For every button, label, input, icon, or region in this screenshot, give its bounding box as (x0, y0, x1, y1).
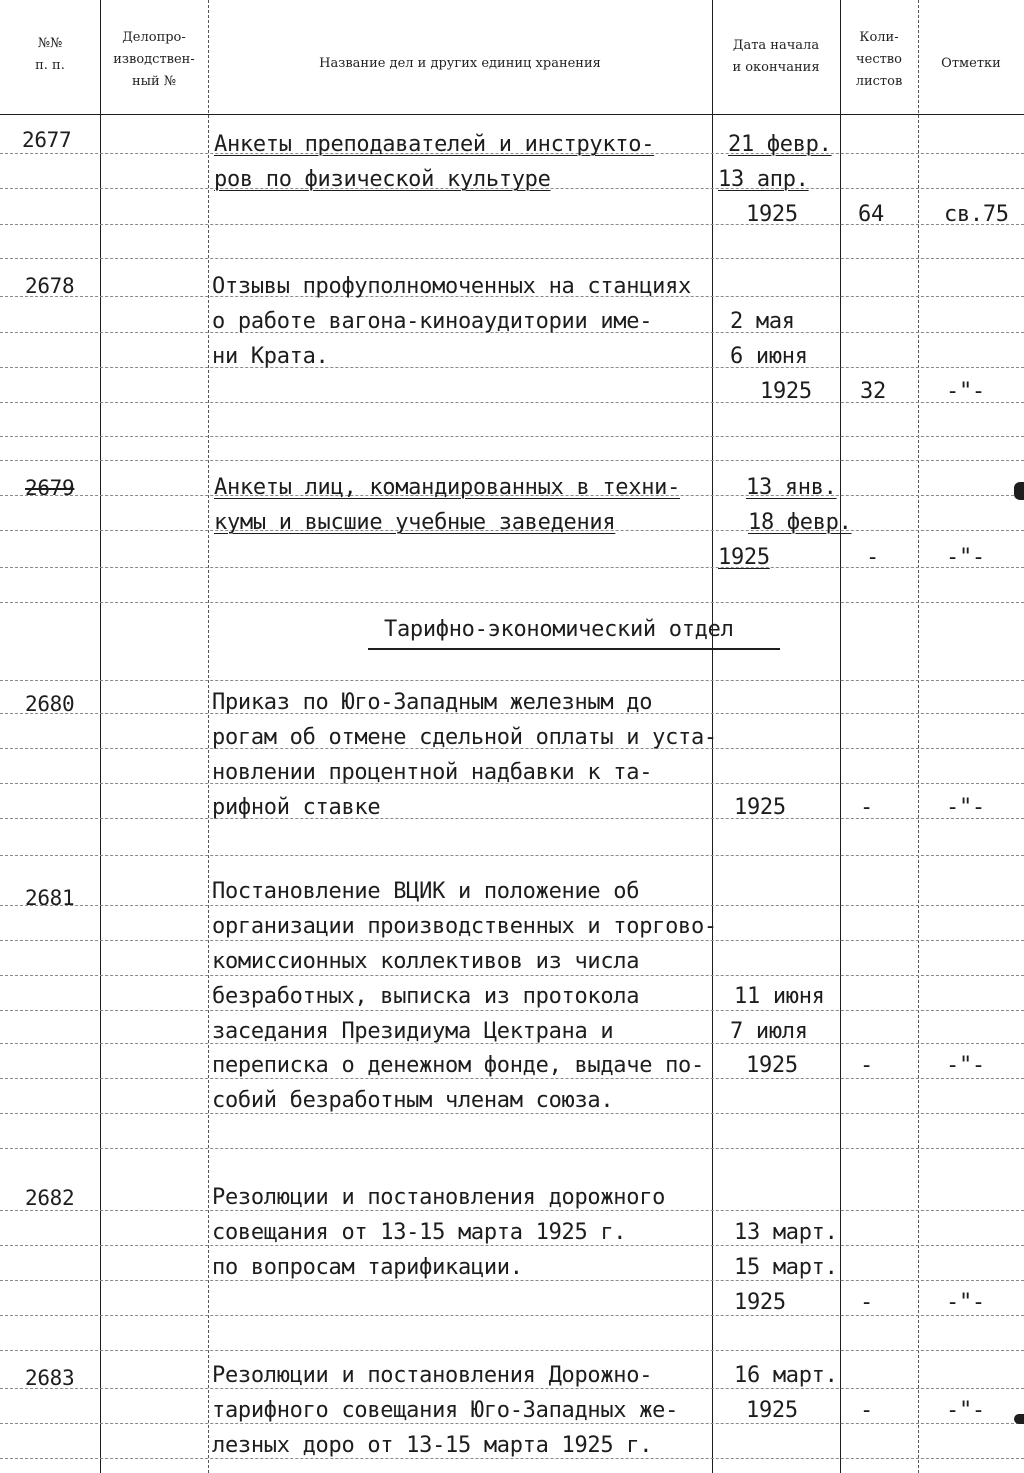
entry-date: 1925 (746, 202, 798, 227)
entry-date: 13 янв. (746, 475, 837, 500)
entry-number: 2681 (25, 886, 75, 910)
entry-title-line: Анкеты лиц, командированных в техни- (214, 475, 681, 500)
entry-title-line: кумы и высшие учебные заведения (214, 510, 616, 535)
entry-number: 2679 (25, 476, 75, 500)
entry-title-line: Приказ по Юго-Западным железным до (212, 690, 653, 715)
entry-date: 15 март. (734, 1255, 838, 1280)
entry-notes: -"- (946, 795, 985, 820)
entry-date: 21 февр. (728, 132, 832, 157)
entry-title-line: переписка о денежном фонде, выдаче по- (212, 1053, 704, 1078)
section-underline (368, 648, 780, 650)
column-divider (918, 0, 919, 1473)
entry-title-line: рогам об отмене сдельной оплаты и уста- (212, 725, 717, 750)
entry-notes: -"- (946, 1053, 985, 1078)
column-divider (840, 0, 841, 1473)
entry-title-line: Анкеты преподавателей и инструкто- (214, 132, 655, 157)
entry-title-line: ни Крата. (212, 344, 329, 369)
header-num: №№ п. п. (35, 36, 65, 73)
entry-date: 11 июня (734, 984, 825, 1009)
entry-date: 13 апр. (718, 167, 809, 192)
entry-sheets: - (860, 1290, 873, 1315)
header-border (0, 114, 1024, 115)
entry-date: 1925 (734, 1290, 786, 1315)
entry-title-line: рифной ставке (212, 795, 381, 820)
entry-date: 18 февр. (748, 510, 852, 535)
entry-title-line: собий безработным членам союза. (212, 1088, 614, 1113)
section-title: Тарифно-экономический отдел (384, 617, 734, 642)
entry-title-line: безработных, выписка из протокола (212, 984, 640, 1009)
entry-number: 2682 (25, 1186, 75, 1210)
entry-date: 1925 (734, 795, 786, 820)
entry-date: 16 март. (734, 1363, 838, 1388)
entry-date: 7 июля (730, 1019, 808, 1044)
entry-date: 1925 (760, 379, 812, 404)
entry-date: 2 мая (730, 309, 795, 334)
entry-notes: -"- (946, 379, 985, 404)
entry-title-line: Отзывы профуполномоченных на станциях (212, 274, 691, 299)
entry-title-line: Постановление ВЦИК и положение об (212, 879, 640, 904)
entry-title-line: тарифного совещания Юго-Западных же- (212, 1398, 679, 1423)
entry-title-line: по вопросам тарификации. (212, 1255, 523, 1280)
entry-sheets: - (866, 545, 879, 570)
entry-number: 2683 (25, 1366, 75, 1390)
entry-date: 13 март. (734, 1220, 838, 1245)
entry-title-line: ров по физической культуре (214, 167, 551, 192)
entry-title-line: лезных доро от 13-15 марта 1925 г. (212, 1433, 653, 1458)
header-notes: Отметки (941, 56, 1001, 71)
entry-date: 1925 (718, 545, 770, 570)
entry-number: 2677 (22, 128, 72, 152)
header-office-num: Делопро- изводствен- ный № (113, 30, 195, 89)
binding-mark (1014, 482, 1024, 500)
entry-date: 1925 (746, 1053, 798, 1078)
entry-title-line: о работе вагона-киноаудитории име- (212, 309, 653, 334)
entry-notes: -"- (946, 1398, 985, 1423)
entry-sheets: 64 (858, 202, 884, 227)
entry-date: 1925 (746, 1398, 798, 1423)
entry-number: 2678 (25, 274, 75, 298)
entry-sheets: 32 (860, 379, 886, 404)
entry-date: 6 июня (730, 344, 808, 369)
entry-notes: -"- (946, 545, 985, 570)
header-sheets: Коли- чество листов (855, 30, 903, 89)
entry-notes: св.75 (944, 202, 1009, 227)
column-divider (100, 0, 101, 1473)
entry-number: 2680 (25, 692, 75, 716)
header-title: Название дел и других единиц хранения (319, 56, 601, 71)
entry-title-line: новлении процентной надбавки к та- (212, 760, 653, 785)
entry-title-line: совещания от 13-15 марта 1925 г. (212, 1220, 627, 1245)
entry-title-line: комиссионных коллективов из числа (212, 949, 640, 974)
entry-title-line: Резолюции и постановления Дорожно- (212, 1363, 653, 1388)
entry-sheets: - (860, 1398, 873, 1423)
entry-title-line: организации производственных и торгово- (212, 914, 717, 939)
entry-notes: -"- (946, 1290, 985, 1315)
entry-title-line: Резолюции и постановления дорожного (212, 1185, 666, 1210)
header-dates: Дата начала и окончания (732, 38, 820, 75)
column-divider (208, 0, 209, 1473)
entry-title-line: заседания Президиума Цектрана и (212, 1019, 614, 1044)
entry-sheets: - (860, 1053, 873, 1078)
binding-mark (1014, 1414, 1024, 1424)
entry-sheets: - (860, 795, 873, 820)
